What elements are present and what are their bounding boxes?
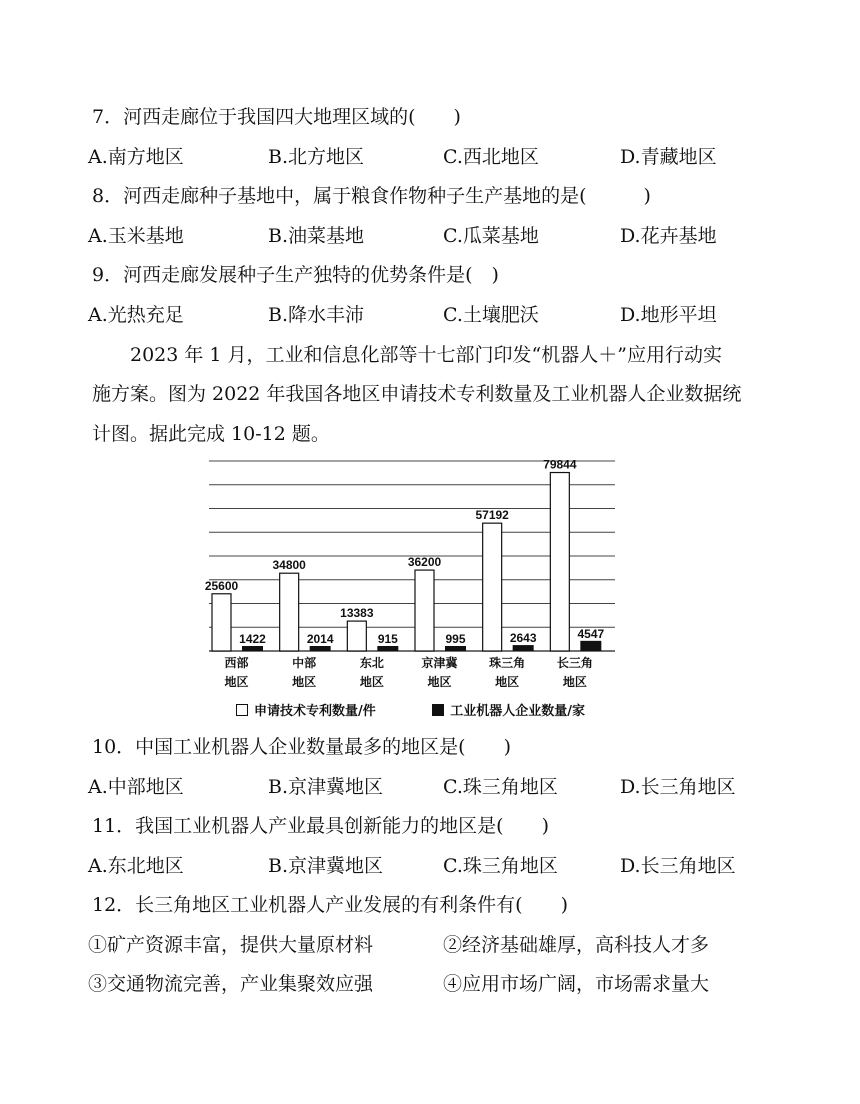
bar-patents bbox=[483, 523, 502, 651]
question-11-stem: 11．我国工业机器人产业最具创新能力的地区是( ) bbox=[92, 815, 550, 837]
category-label: 地区 bbox=[359, 675, 384, 689]
q9-option-d[interactable]: D.地形平坦 bbox=[620, 304, 717, 326]
q8-option-d[interactable]: D.花卉基地 bbox=[620, 225, 717, 247]
category-label: 长三角 bbox=[556, 656, 593, 670]
bar-label-robot-firms: 2643 bbox=[509, 631, 537, 646]
q7-option-a[interactable]: A.南方地区 bbox=[88, 146, 184, 168]
q8-option-c[interactable]: C.瓜菜基地 bbox=[443, 225, 539, 247]
q8-option-a[interactable]: A.玉米基地 bbox=[88, 225, 184, 247]
q12-item-3[interactable]: ③交通物流完善，产业集聚效应强 bbox=[88, 973, 374, 995]
question-10-stem: 10．中国工业机器人企业数量最多的地区是( ) bbox=[92, 736, 512, 758]
question-7-stem: 7．河西走廊位于我国四大地理区域的( ) bbox=[92, 106, 461, 128]
category-label: 东北 bbox=[359, 656, 384, 670]
bar-patents bbox=[212, 594, 231, 651]
category-label: 地区 bbox=[224, 675, 249, 689]
bar-label-patents: 36200 bbox=[407, 555, 442, 570]
bar-robot-firms bbox=[242, 646, 263, 651]
bar-robot-firms bbox=[445, 646, 466, 651]
q7-option-d[interactable]: D.青藏地区 bbox=[620, 146, 717, 168]
bar-label-patents: 13383 bbox=[340, 606, 374, 621]
category-label: 地区 bbox=[292, 675, 317, 689]
q12-item-4[interactable]: ④应用市场广阔，市场需求量大 bbox=[443, 973, 710, 995]
q12-item-1[interactable]: ①矿产资源丰富，提供大量原材料 bbox=[88, 934, 374, 956]
bar-patents bbox=[280, 573, 299, 651]
bar-label-patents: 25600 bbox=[204, 578, 239, 593]
q11-option-a[interactable]: A.东北地区 bbox=[88, 855, 184, 877]
q10-option-c[interactable]: C.珠三角地区 bbox=[443, 776, 558, 798]
question-8-stem: 8．河西走廊种子基地中，属于粮食作物种子生产基地的是( ) bbox=[92, 185, 651, 207]
q11-option-d[interactable]: D.长三角地区 bbox=[620, 855, 736, 877]
q11-option-b[interactable]: B.京津冀地区 bbox=[268, 855, 384, 877]
category-label: 珠三角 bbox=[489, 656, 526, 670]
q10-option-d[interactable]: D.长三角地区 bbox=[620, 776, 736, 798]
legend-swatch-patents bbox=[236, 704, 248, 716]
bar-label-robot-firms: 995 bbox=[445, 632, 466, 646]
category-label: 地区 bbox=[562, 675, 587, 689]
bar-patents bbox=[347, 621, 366, 651]
q9-option-c[interactable]: C.土壤肥沃 bbox=[443, 304, 539, 326]
legend-label-patents: 申请技术专利数量/件 bbox=[254, 704, 376, 719]
category-label: 地区 bbox=[495, 675, 520, 689]
bar-robot-firms bbox=[377, 646, 398, 651]
bar-label-robot-firms: 915 bbox=[377, 632, 398, 646]
bar-label-patents: 79844 bbox=[543, 457, 577, 472]
intro-line-3: 计图。据此完成 10-12 题。 bbox=[92, 423, 330, 445]
question-9-stem: 9．河西走廊发展种子生产独特的优势条件是( ) bbox=[92, 264, 499, 286]
category-label: 中部 bbox=[292, 656, 317, 670]
intro-line-1: 2023 年 1 月，工业和信息化部等十七部门印发“机器人＋”应用行动实 bbox=[130, 344, 722, 366]
q7-option-b[interactable]: B.北方地区 bbox=[268, 146, 365, 168]
bar-robot-firms bbox=[310, 646, 331, 651]
bar-label-patents: 34800 bbox=[272, 558, 306, 573]
q9-option-a[interactable]: A.光热充足 bbox=[88, 304, 184, 326]
bar-label-robot-firms: 1422 bbox=[239, 632, 266, 646]
q8-option-b[interactable]: B.油菜基地 bbox=[268, 225, 365, 247]
intro-line-2: 施方案。图为 2022 年我国各地区申请技术专利数量及工业机器人企业数据统 bbox=[92, 383, 742, 405]
category-label: 地区 bbox=[427, 675, 452, 689]
q9-option-b[interactable]: B.降水丰沛 bbox=[268, 304, 365, 326]
bar-label-patents: 57192 bbox=[475, 508, 509, 523]
legend-swatch-robot-firms bbox=[432, 704, 444, 716]
bar-chart bbox=[203, 455, 623, 697]
q10-option-b[interactable]: B.京津冀地区 bbox=[268, 776, 384, 798]
question-12-stem: 12．长三角地区工业机器人产业发展的有利条件有( ) bbox=[92, 894, 569, 916]
q10-option-a[interactable]: A.中部地区 bbox=[88, 776, 184, 798]
q11-option-c[interactable]: C.珠三角地区 bbox=[443, 855, 558, 877]
bar-robot-firms bbox=[580, 641, 601, 651]
category-label: 京津冀 bbox=[421, 656, 458, 670]
bar-patents bbox=[415, 570, 434, 651]
bar-label-robot-firms: 2014 bbox=[306, 632, 334, 646]
chart-legend bbox=[236, 700, 585, 719]
bar-label-robot-firms: 4547 bbox=[577, 626, 605, 641]
legend-label-robot-firms: 工业机器人企业数量/家 bbox=[450, 704, 586, 719]
q7-option-c[interactable]: C.西北地区 bbox=[443, 146, 539, 168]
q12-item-2[interactable]: ②经济基础雄厚，高科技人才多 bbox=[443, 934, 710, 956]
bar-patents bbox=[550, 473, 569, 651]
bar-robot-firms bbox=[513, 645, 534, 651]
category-label: 西部 bbox=[224, 656, 249, 670]
